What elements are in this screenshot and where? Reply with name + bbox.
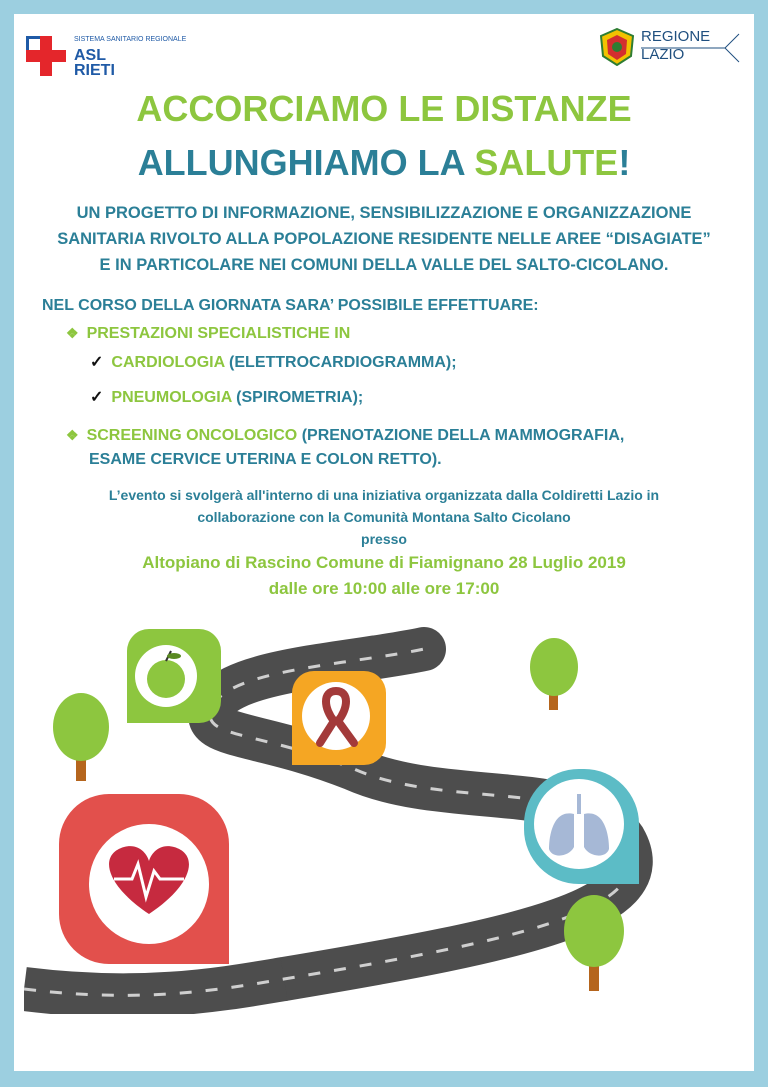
checkmark-icon: ✓ <box>90 389 104 406</box>
tree-icon-top-right <box>530 638 578 710</box>
road-health-illustration <box>24 609 659 1014</box>
heart-pin-icon <box>59 794 229 964</box>
project-description: UN PROGETTO DI INFORMAZIONE, SENSIBILIZZAZIONE E ORGANIZZAZIONE SANITARIA RIVOLTO ALLA POPOLAZIONE RESIDENTE NELLE AREE “DISAGIATE” E IN PARTICOLARE NEI COMUNI DELLA VALLE DEL SALTO-CICOLANO. <box>57 204 711 274</box>
event-line-1: L’evento si svolgerà all'interno di una iniziativa organizzata dalla Coldiretti Lazio in <box>108 487 660 503</box>
diamond-bullet-icon: ❖ <box>66 427 79 443</box>
event-time: dalle ore 10:00 alle ore 17:00 <box>268 579 500 598</box>
service-subitem-pneumology: ✓ PNEUMOLOGIA (SPIROMETRIA); <box>90 389 364 406</box>
main-title: ACCORCIAMO LE DISTANZE <box>136 88 632 129</box>
service-subitem-cardiology: ✓ CARDIOLOGIA (ELETTROCARDIOGRAMMA); <box>90 354 457 371</box>
event-line-3: presso <box>361 531 407 547</box>
service-item-screening: ❖ SCREENING ONCOLOGICO (PRENOTAZIONE DELLA MAMMOGRAFIA, <box>66 427 625 444</box>
asl-name: ASL RIETI <box>74 47 115 79</box>
event-location: Altopiano di Rascino Comune di Fiamignano 28 Luglio 2019 <box>142 553 626 572</box>
asl-rieti-logo <box>26 26 196 79</box>
sub-title: ALLUNGHIAMO LA SALUTE! <box>137 142 631 183</box>
services-heading: NEL CORSO DELLA GIORNATA SARA’ POSSIBILE EFFETTUARE: <box>42 297 539 314</box>
regione-lazio-lines <box>641 26 741 70</box>
checkmark-icon: ✓ <box>90 354 104 371</box>
regione-lazio-emblem-icon <box>599 28 635 66</box>
diamond-bullet-icon: ❖ <box>66 325 79 341</box>
service-item-specialist: ❖ PRESTAZIONI SPECIALISTICHE IN <box>66 325 351 342</box>
lungs-pin-icon <box>524 769 639 884</box>
regione-lazio-text: REGIONE LAZIO <box>641 28 711 63</box>
tree-icon-left <box>53 693 109 781</box>
regione-lazio-logo <box>599 26 744 70</box>
tree-icon-bottom-right <box>564 895 624 991</box>
poster-sheet <box>14 14 754 1071</box>
apple-pin-icon <box>127 629 221 723</box>
event-line-2: collaborazione con la Comunità Montana Salto Cicolano <box>197 509 571 525</box>
ribbon-pin-icon <box>292 671 386 765</box>
asl-subtitle: SISTEMA SANITARIO REGIONALE <box>74 36 187 43</box>
service-item-screening-cont: ESAME CERVICE UTERINA E COLON RETTO). <box>89 451 442 468</box>
red-cross-icon <box>26 36 66 76</box>
